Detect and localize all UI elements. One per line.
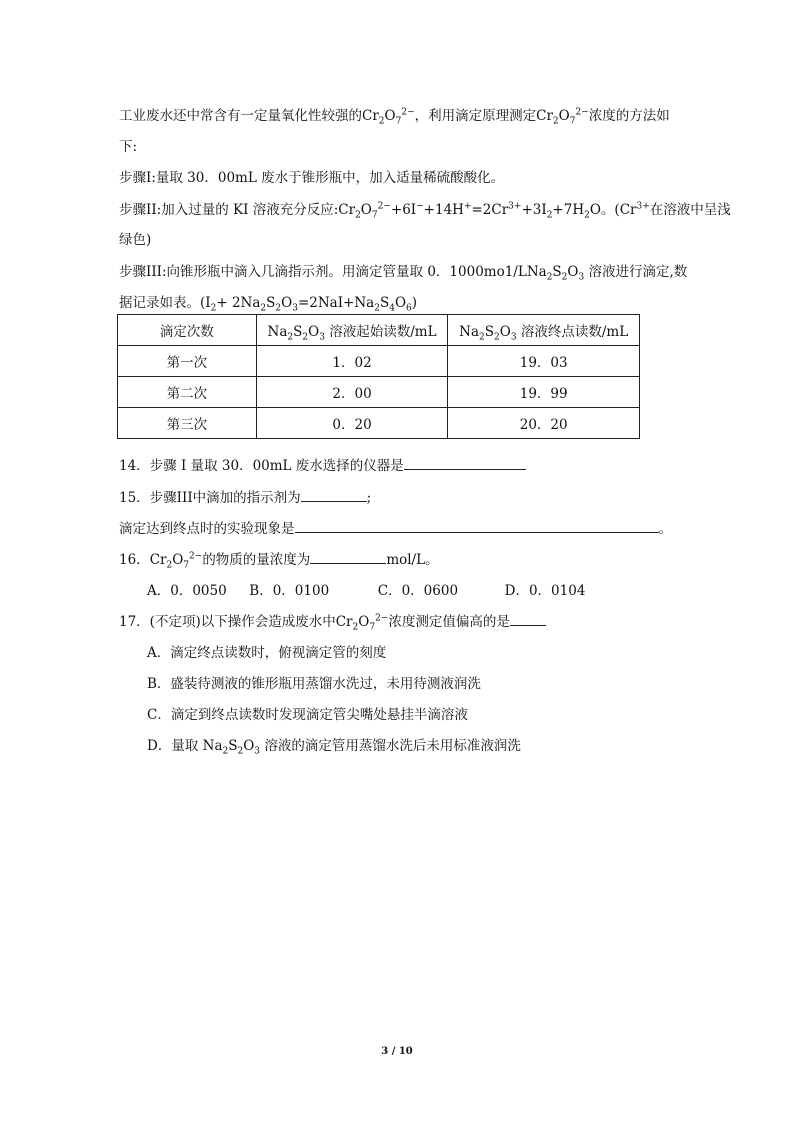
- question-16-options: [147, 579, 585, 599]
- table-header-cell: $Na_2S_2O_3$ 溶液起始读数/mL: [256, 315, 448, 346]
- question-15-semicolon: ;: [366, 490, 372, 506]
- table-cell: 0．20: [256, 408, 448, 439]
- question-15-text-b: 滴定达到终点时的实验现象是: [119, 521, 295, 537]
- table-header-row: [118, 315, 640, 346]
- option-c[interactable]: C．0．0600: [377, 583, 459, 599]
- question-16-number: 16．: [119, 552, 150, 568]
- question-15-period: 。: [658, 521, 672, 537]
- step-1: 步骤I:量取 30．00mL 废水于锥形瓶中，加入适量稀硫酸酸化。: [119, 170, 505, 186]
- question-15: [119, 486, 371, 506]
- intro-line-1: 工业废水还中常含有一定量氧化性较强的$Cr_2O_7^{2-}$，利用滴定原理测定$Cr_2O_7^{2-}$浓度的方法如: [119, 107, 670, 127]
- question-15-text: 15．步骤III中滴加的指示剂为: [119, 490, 301, 506]
- step-3-tail: 溶液进行滴定,数: [588, 264, 688, 280]
- table-cell: 第三次: [118, 408, 257, 439]
- option-d[interactable]: D．量取 $Na_2S_2O_3$ 溶液的滴定管用蒸馏水洗后未用标准液润洗: [147, 738, 521, 757]
- table-row: [118, 377, 640, 408]
- question-17-text-b: 浓度测定值偏高的是: [388, 614, 510, 630]
- question-16-text: 的物质的量浓度为: [202, 552, 311, 568]
- table-header-cell: 滴定次数: [118, 315, 257, 346]
- step-2-label: 步骤II:加入过量的 KI 溶液充分反应:: [119, 202, 339, 218]
- question-15-cont: [119, 517, 672, 537]
- table-cell: 2．00: [256, 377, 448, 408]
- answer-blank[interactable]: [510, 612, 546, 626]
- page-number: 3 / 10: [381, 1046, 413, 1057]
- question-17: 17．(不定项)以下操作会造成废水中$Cr_2O_7^{2-}$浓度测定值偏高的是: [119, 610, 546, 630]
- step-2: 步骤II:加入过量的 KI 溶液充分反应$:Cr_2O_7^{2-}+6I^-+14H^+=2Cr^{3+}+3I_2+7H_2O$。($Cr^{3+}$在溶液中呈浅: [119, 201, 731, 221]
- question-17-text: 17．(不定项)以下操作会造成废水中: [119, 614, 336, 630]
- table-row: [118, 346, 640, 377]
- table-cell: 1．02: [256, 346, 448, 377]
- table-cell: 19．03: [448, 346, 640, 377]
- step-3-eq-start: 据记录如表。(I: [119, 295, 211, 311]
- answer-blank[interactable]: [404, 456, 526, 470]
- step-2-note-b: 在溶液中呈浅: [649, 202, 731, 218]
- titration-table: [117, 314, 640, 439]
- step-3: 步骤III:向锥形瓶中滴入几滴指示剂。用滴定管量取 0．$1000mo1/LNa_2S_2O_3$ 溶液进行滴定,数: [119, 264, 688, 283]
- option-d[interactable]: D．0．0104: [504, 583, 586, 599]
- question-14: [119, 454, 526, 474]
- table-cell: 第二次: [118, 377, 257, 408]
- step-2-cont: 绿色): [119, 232, 152, 248]
- option-a[interactable]: A．0．0050: [147, 583, 227, 599]
- table-cell: 第一次: [118, 346, 257, 377]
- table-header-cell: $Na_2S_2O_3$ 溶液终点读数/mL: [448, 315, 640, 346]
- option-a[interactable]: A．滴定终点读数时，俯视滴定管的刻度: [147, 645, 387, 661]
- table-cell: 19．99: [448, 377, 640, 408]
- table-row: [118, 408, 640, 439]
- answer-blank[interactable]: [310, 550, 386, 564]
- step-3-eq-end: ): [411, 295, 418, 311]
- question-16-unit: mol/L。: [386, 552, 439, 568]
- answer-blank[interactable]: [301, 488, 367, 502]
- intro-text-c: 浓度的方法如: [588, 108, 670, 124]
- step-3-label: 步骤III:向锥形瓶中滴入几滴指示剂。用滴定管量取 0．1000mo1/LNa: [119, 264, 547, 280]
- question-16: 16．$Cr_2O_7^{2-}$的物质的量浓度为 mol/L。: [119, 551, 439, 571]
- step-2-note: (Cr: [614, 202, 637, 218]
- step-3-cont: 据记录如表。$(I_2+ 2Na_2S_2O_3=2NaI+Na_2S_4O_6)$: [119, 295, 418, 314]
- question-14-text: 14．步骤 I 量取 30．00mL 废水选择的仪器是: [119, 458, 404, 474]
- intro-text-a: 工业废水还中常含有一定量氧化性较强的: [119, 108, 362, 124]
- option-c[interactable]: C．滴定到终点读数时发现滴定管尖嘴处悬挂半滴溶液: [147, 707, 468, 723]
- answer-blank[interactable]: [295, 519, 659, 533]
- intro-line-2: 下:: [119, 139, 138, 155]
- option-b[interactable]: B．盛装待测液的锥形瓶用蒸馏水洗过，未用待测液润洗: [147, 676, 481, 692]
- table-cell: 20．20: [448, 408, 640, 439]
- intro-text-b: ，利用滴定原理测定: [414, 108, 537, 124]
- option-b[interactable]: B．0．0100: [249, 583, 330, 599]
